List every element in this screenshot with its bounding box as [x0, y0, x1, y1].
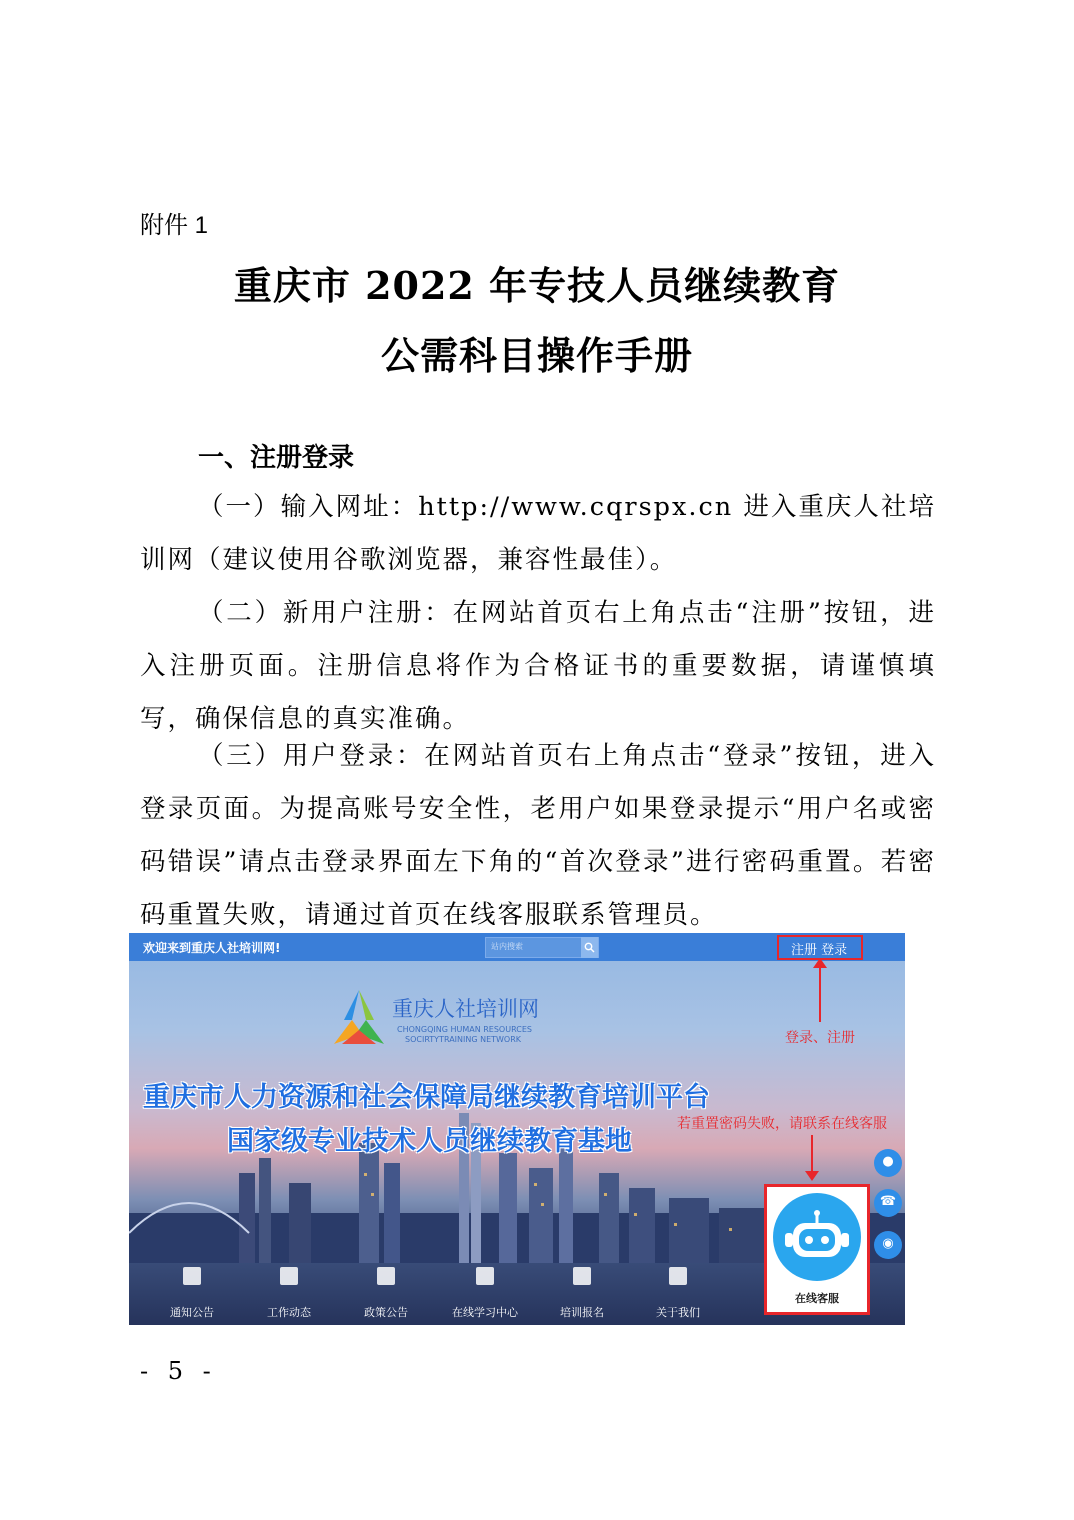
nav-label: 培训报名: [560, 1306, 604, 1319]
phone-icon: ☎: [879, 1194, 897, 1209]
annotation-arrow-login: [819, 962, 821, 1022]
site-logo-icon: [332, 990, 386, 1048]
attachment-label: 附件 1: [140, 212, 209, 239]
register-login-links[interactable]: 注册 登录: [791, 943, 848, 958]
doc-title-line2: 公需科目操作手册: [380, 333, 693, 378]
nav-label: 通知公告: [170, 1306, 214, 1319]
website-screenshot: [129, 933, 905, 1325]
buildings-icon: [476, 1267, 494, 1285]
document-icon: [377, 1267, 395, 1285]
search-icon: [584, 942, 595, 953]
page-number: - 5 -: [140, 1357, 217, 1385]
paragraph-login: （三）用户登录：在网站首页右上角点击“登录”按钮，进入登录页面。为提高账号安全性，老用户如果登录提示“用户名或密码错误”请点击登录界面左下角的“首次登录”进行密码重置。若密码重置失败，请通过首页在线客服联系管理员。: [140, 741, 936, 930]
section-heading: 一、注册登录: [198, 443, 355, 473]
annotation-login-register: 登录、注册: [785, 1030, 855, 1046]
banner-title-line1: 重庆市人力资源和社会保障局继续教育培训平台: [143, 1082, 710, 1113]
robot-icon: [771, 1191, 863, 1283]
search-button[interactable]: [581, 937, 598, 958]
welcome-text: 欢迎来到重庆人社培训网!: [143, 941, 281, 955]
robot-side-button[interactable]: [874, 1231, 902, 1259]
site-logo-en-line1: CHONGQING HUMAN RESOURCES: [397, 1025, 532, 1034]
paragraph-register: （二）新用户注册：在网站首页右上角点击“注册”按钮，进入注册页面。注册信息将作为合格证书的重要数据，请谨慎填写，确保信息的真实准确。: [140, 598, 936, 734]
notice-icon: [183, 1267, 201, 1285]
robot-small-icon: ◉: [882, 1236, 894, 1251]
banner-title-line2: 国家级专业技术人员继续教育基地: [227, 1126, 632, 1157]
online-service-button[interactable]: [764, 1184, 870, 1315]
nav-label: 在线学习中心: [452, 1306, 518, 1319]
people-icon: [669, 1267, 687, 1285]
form-icon: [573, 1267, 591, 1285]
calendar-icon: [280, 1267, 298, 1285]
arrowhead-down-icon: [805, 1171, 819, 1183]
doc-title-line1: 重庆市 2022 年专技人员继续教育: [233, 263, 841, 308]
site-logo-en-line2: SOCIRTYTRAINING NETWORK: [405, 1035, 522, 1044]
wechat-side-button[interactable]: [874, 1149, 902, 1177]
phone-side-button[interactable]: [874, 1189, 902, 1217]
wechat-icon: ●: [882, 1154, 894, 1169]
online-service-label: 在线客服: [795, 1292, 839, 1305]
nav-label: 关于我们: [656, 1306, 700, 1319]
arrowhead-up-icon: [813, 958, 827, 970]
nav-label: 工作动态: [267, 1306, 311, 1319]
register-login-highlight: [777, 935, 863, 960]
annotation-online-service: 若重置密码失败，请联系在线客服: [677, 1116, 887, 1132]
site-logo-name: 重庆人社培训网: [392, 997, 539, 1021]
paragraph-url: （一）输入网址：http://www.cqrspx.cn 进入重庆人社培训网（建议使用谷歌浏览器，兼容性最佳）。: [140, 492, 936, 575]
search-placeholder: 站内搜索: [491, 942, 523, 951]
nav-label: 政策公告: [364, 1306, 408, 1319]
